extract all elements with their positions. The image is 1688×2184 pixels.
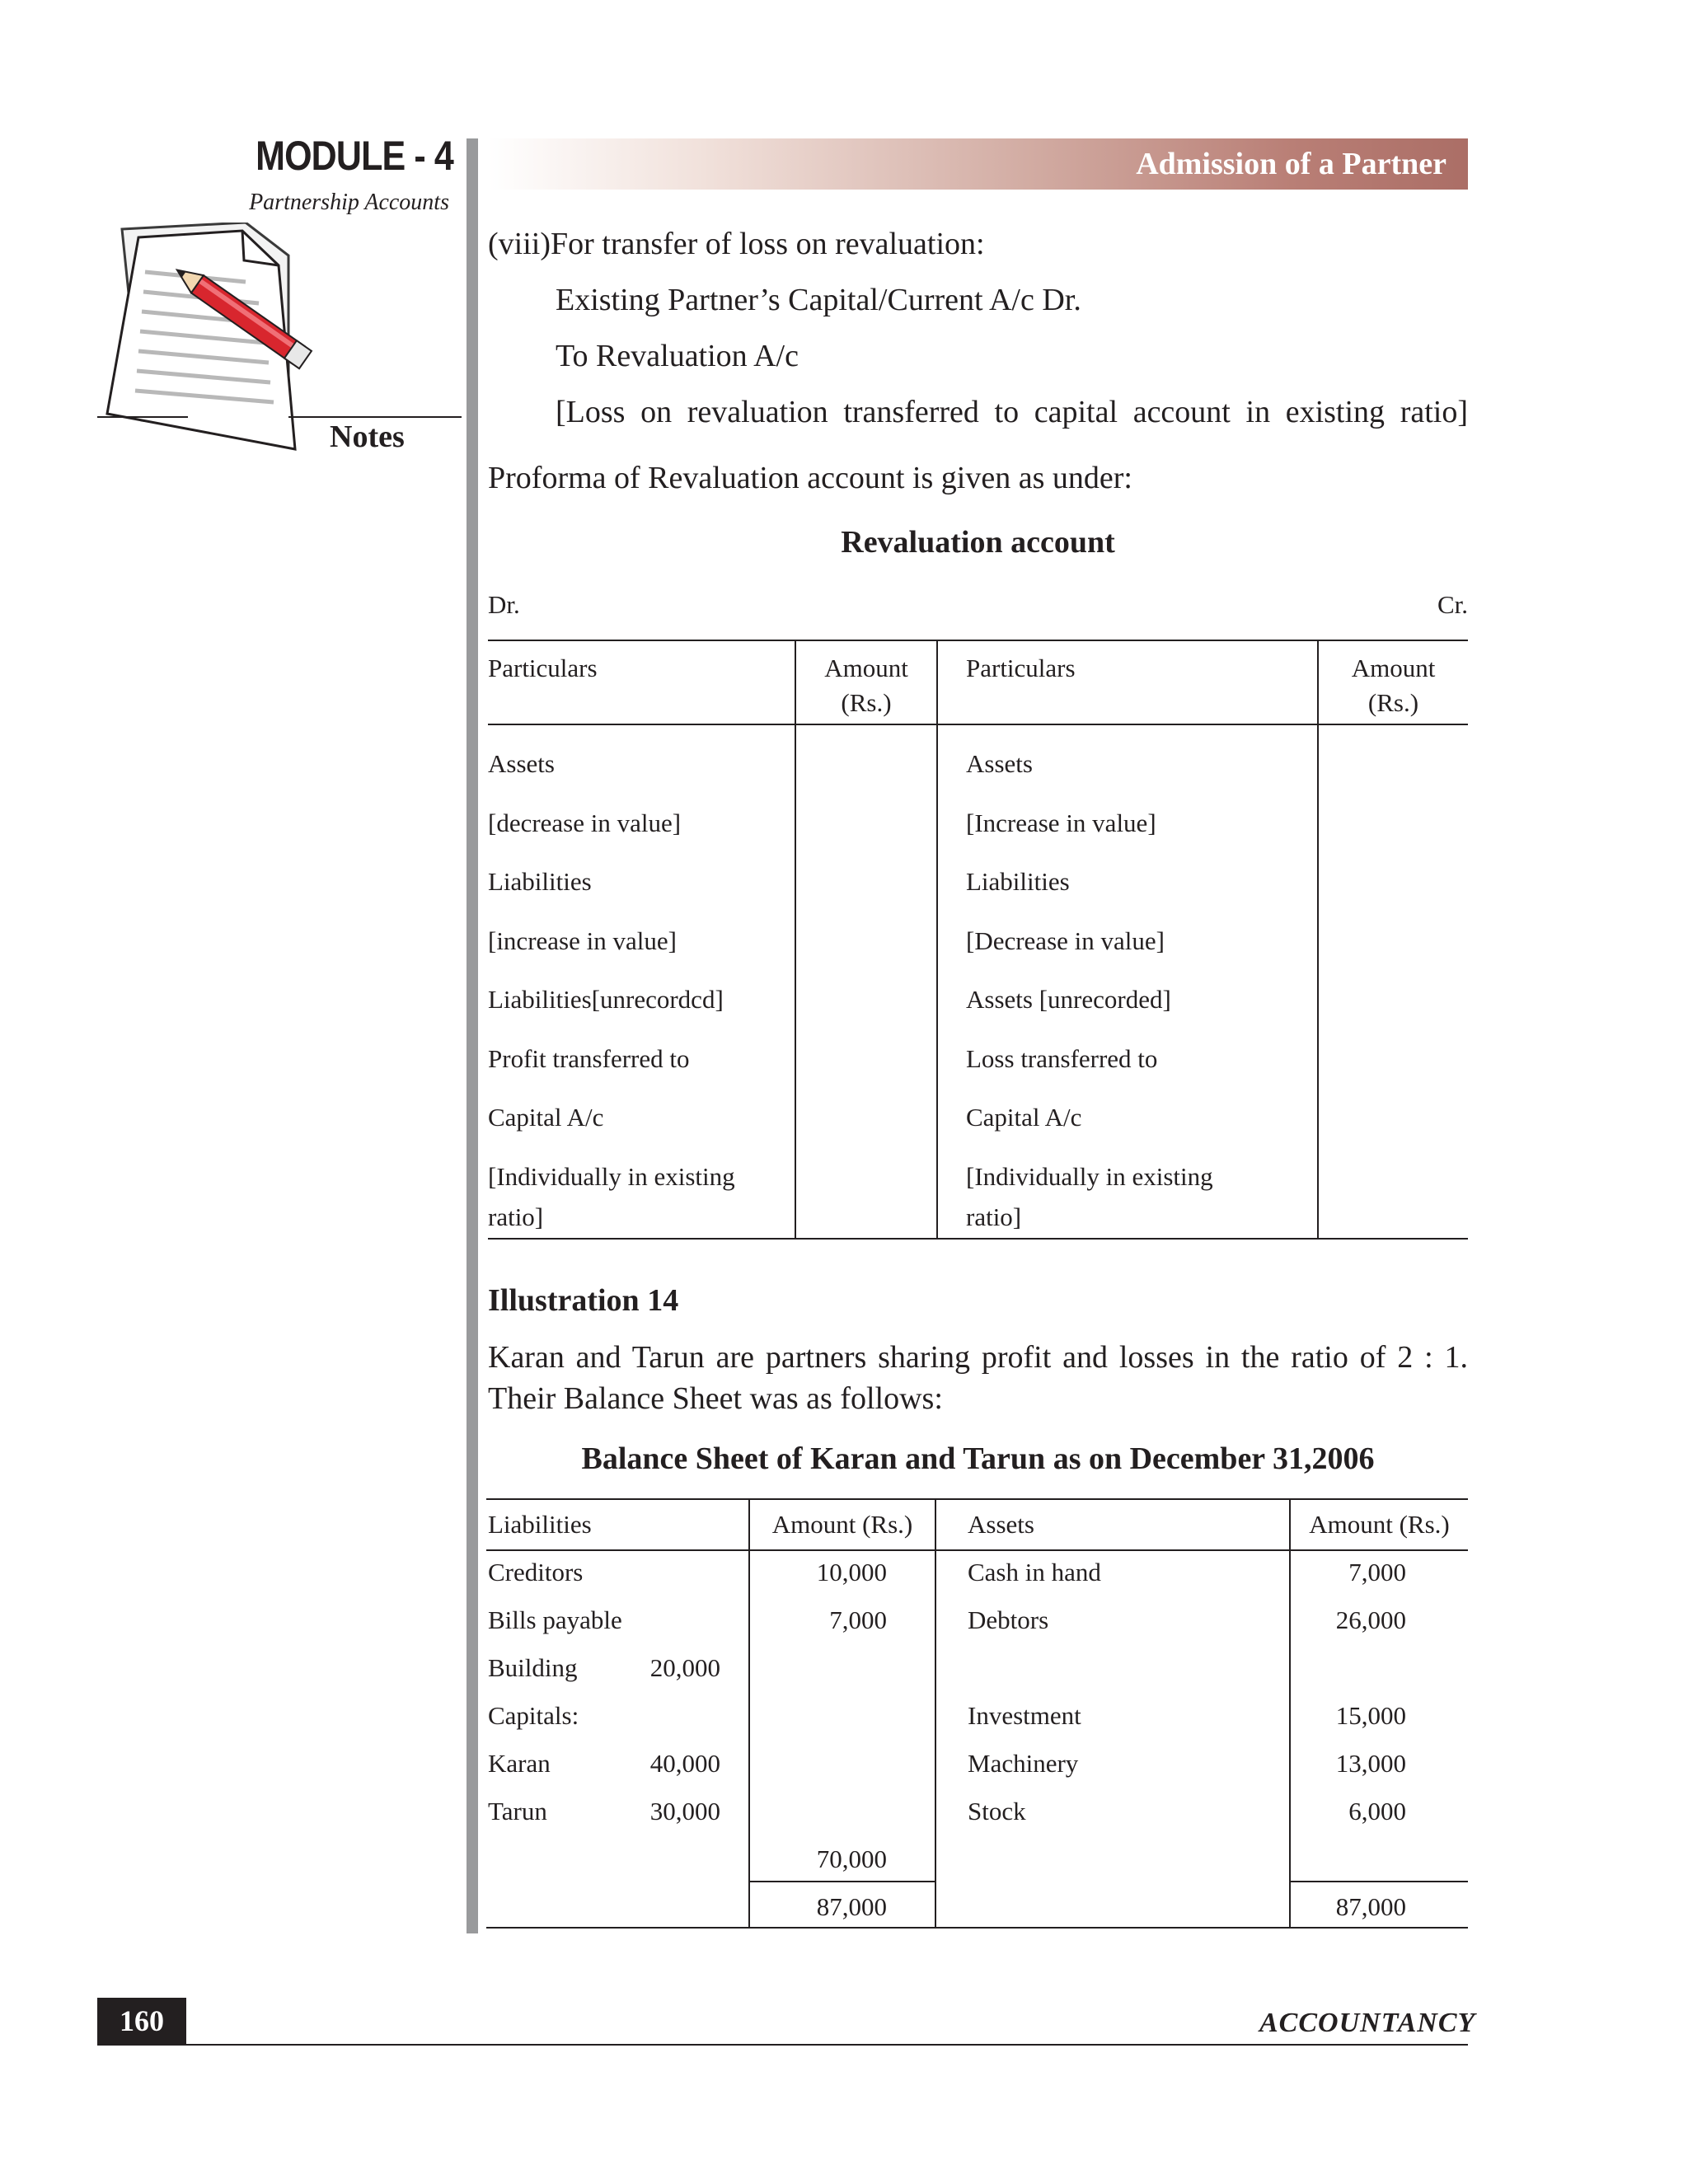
amount-header-line2: (Rs.): [1367, 688, 1419, 717]
column-header-amount-dr: [796, 651, 936, 720]
liability-amount: 7,000: [829, 1605, 887, 1634]
asset-label: Debtors: [968, 1605, 1049, 1634]
liability-label: Capitals:: [488, 1701, 579, 1730]
margin-divider: [467, 138, 478, 1933]
debit-row: Liabilities: [488, 867, 592, 896]
liability-sub-amount: 40,000: [649, 1749, 720, 1778]
liability-sub-amount: 30,000: [649, 1797, 720, 1825]
liability-label: Tarun: [488, 1797, 547, 1825]
asset-amount: 13,000: [1335, 1749, 1406, 1778]
column-header-liabilities: Liabilities: [488, 1510, 592, 1539]
revaluation-account-table: [488, 640, 1468, 1240]
chapter-title: Admission of a Partner: [1136, 147, 1447, 181]
debit-row: Capital A/c: [488, 1103, 604, 1132]
balance-sheet-table: [486, 1498, 1468, 1929]
chapter-header-band: [488, 138, 1468, 190]
debit-row: ratio]: [488, 1202, 544, 1231]
credit-row: Capital A/c: [966, 1103, 1082, 1132]
entry-debit-line: Existing Partner’s Capital/Current A/c Dr.: [556, 283, 1081, 317]
entry-credit-line: To Revaluation A/c: [556, 339, 799, 373]
column-header-amount-cr: [1319, 651, 1468, 720]
asset-label: Stock: [968, 1797, 1026, 1825]
illustration-body: Karan and Tarun are partners sharing profit and losses in the ratio of 2 : 1. Their Balance Sheet was as follows:: [488, 1340, 1468, 1416]
credit-row: Loss transferred to: [966, 1044, 1158, 1073]
debit-row: Assets: [488, 749, 555, 778]
asset-label: Cash in hand: [968, 1558, 1101, 1586]
column-divider: [936, 641, 938, 1238]
header-separator: [488, 724, 1468, 725]
module-subtitle: Partnership Accounts: [249, 190, 449, 215]
notes-label: Notes: [330, 419, 405, 454]
liabilities-total: 87,000: [816, 1892, 887, 1921]
credit-row: Assets [unrecorded]: [966, 985, 1171, 1014]
credit-row: ratio]: [966, 1202, 1022, 1231]
column-divider: [748, 1500, 750, 1927]
proforma-intro: Proforma of Revaluation account is given as under:: [488, 461, 1132, 495]
revaluation-account-title: Revaluation account: [841, 525, 1115, 560]
debit-row: [increase in value]: [488, 926, 677, 955]
asset-label: Investment: [968, 1701, 1081, 1730]
total-rule: [1289, 1881, 1468, 1882]
credit-row: Liabilities: [966, 867, 1070, 896]
column-header-particulars-dr: Particulars: [488, 654, 598, 682]
assets-total: 87,000: [1335, 1892, 1406, 1921]
credit-row: [Individually in existing: [966, 1162, 1213, 1191]
asset-amount: 15,000: [1335, 1701, 1406, 1730]
amount-header-line1: Amount: [1351, 654, 1436, 682]
book-title: ACCOUNTANCY: [1259, 2008, 1476, 2038]
credit-label: Cr.: [1437, 590, 1468, 619]
debit-row: Liabilities[unrecordcd]: [488, 985, 724, 1014]
column-header-asset-amount: Amount (Rs.): [1309, 1510, 1450, 1539]
asset-amount: 26,000: [1335, 1605, 1406, 1634]
credit-row: Assets: [966, 749, 1033, 778]
illustration-heading: Illustration 14: [488, 1283, 679, 1318]
debit-row: [Individually in existing: [488, 1162, 735, 1191]
amount-header-line2: (Rs.): [841, 688, 892, 717]
debit-row: [decrease in value]: [488, 808, 682, 837]
entry-heading: (viii)For transfer of loss on revaluation:: [488, 227, 985, 261]
asset-amount: 6,000: [1348, 1797, 1406, 1825]
column-header-liab-amount: Amount (Rs.): [771, 1510, 913, 1539]
capital-total: 70,000: [816, 1844, 887, 1873]
column-divider: [795, 641, 796, 1238]
amount-header-line1: Amount: [824, 654, 908, 682]
liability-label: Bills payable: [488, 1605, 622, 1634]
liability-label: Creditors: [488, 1558, 584, 1586]
asset-amount: 7,000: [1348, 1558, 1406, 1586]
asset-label: Machinery: [968, 1749, 1079, 1778]
liability-amount: 10,000: [816, 1558, 887, 1586]
liability-label: Karan: [488, 1749, 551, 1778]
column-divider: [935, 1500, 936, 1927]
page-number: 160: [97, 1998, 186, 2044]
balance-sheet-title: Balance Sheet of Karan and Tarun as on December 31,2006: [581, 1441, 1375, 1476]
debit-label: Dr.: [488, 590, 520, 619]
credit-row: [Decrease in value]: [966, 926, 1165, 955]
entry-narration: [Loss on revaluation transferred to capital account in existing ratio]: [556, 395, 1468, 429]
column-header-assets: Assets: [968, 1510, 1034, 1539]
module-title: MODULE - 4: [256, 133, 453, 179]
total-rule: [748, 1881, 935, 1882]
debit-row: Profit transferred to: [488, 1044, 690, 1073]
liability-sub-amount: 20,000: [649, 1653, 720, 1682]
column-divider: [1317, 641, 1319, 1238]
notes-pencil-icon: [97, 223, 468, 462]
footer-rule: [97, 2044, 1468, 2046]
liability-label: Building: [488, 1653, 578, 1682]
column-header-particulars-cr: Particulars: [966, 654, 1076, 682]
header-separator: [486, 1549, 1468, 1551]
credit-row: [Increase in value]: [966, 808, 1156, 837]
column-divider: [1289, 1500, 1291, 1927]
